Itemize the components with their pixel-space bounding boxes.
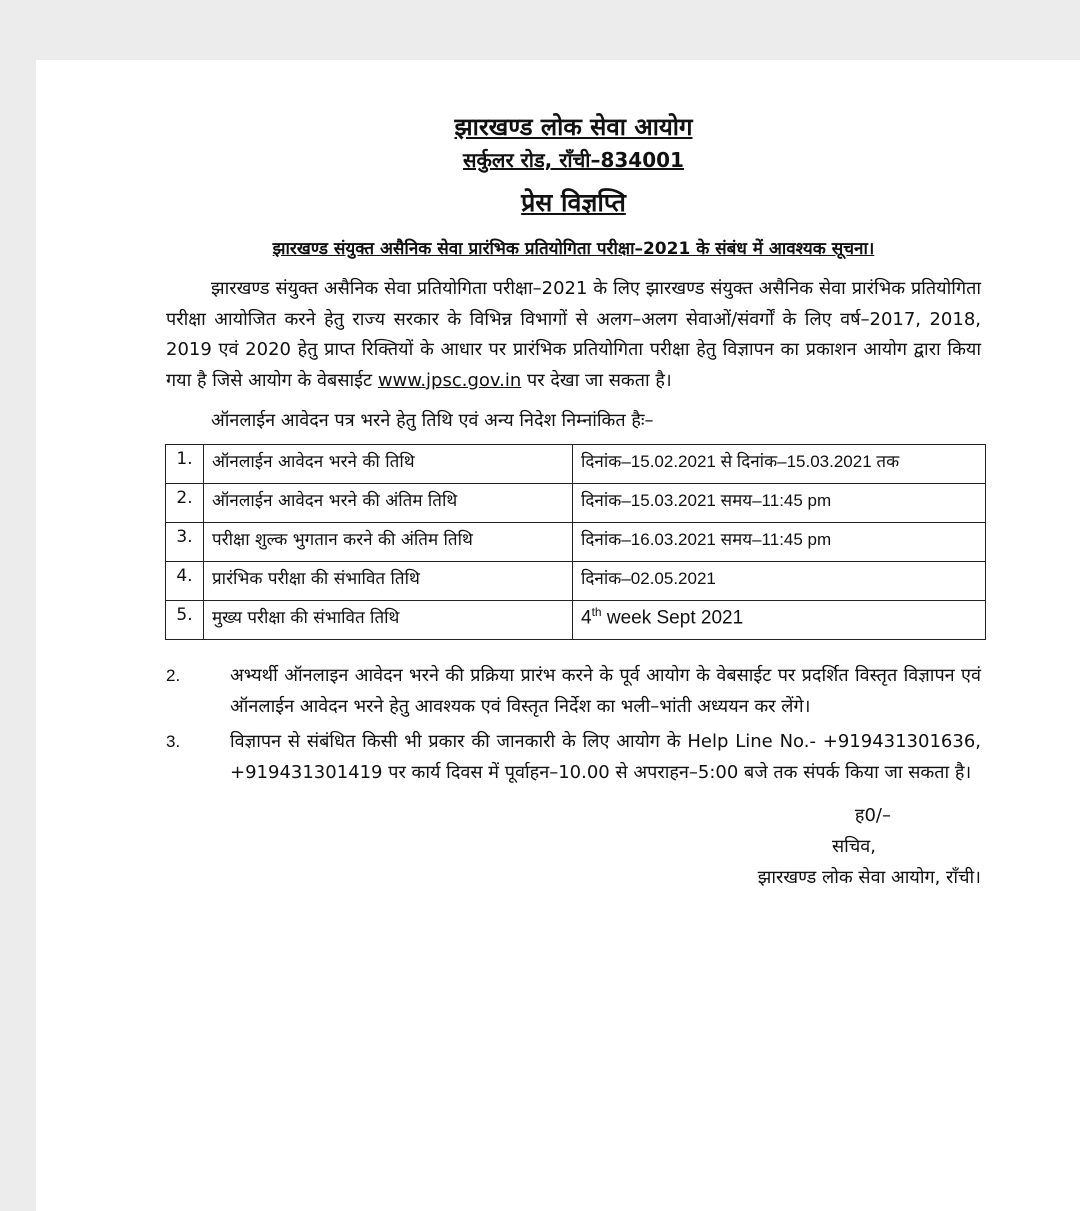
website-link[interactable]: www.jpsc.gov.in	[377, 369, 522, 391]
body-paragraph	[166, 274, 981, 396]
paragraph-text: झारखण्ड संयुक्त असैनिक सेवा प्रतियोगिता परीक्षा–2021 के लिए झारखण्ड संयुक्त असैनिक सेवा प्रारंभिक प्रतियोगिता परीक्षा आयोजित करने हेतु राज्य सरकार के विभिन्न विभागों से अलग–अलग सेवाओं/संवर्गों के लिए वर्ष–2017, 2018, 2019 एवं 2020 हेतु प्राप्त रिक्तियों के आधार पर प्रारंभिक प्रतियोगिता परीक्षा हेतु विज्ञापन का प्रकाशन आयोग द्वारा किया गया है जिसे आयोग के वेबसाईट	[166, 278, 981, 391]
table-row	[166, 523, 986, 562]
row-value: दिनांक–16.03.2021 समय–11:45 pm	[573, 523, 986, 562]
point-text: अभ्यर्थी ऑनलाइन आवेदन भरने की प्रक्रिया प्रारंभ करने के पूर्व आयोग के वेबसाईट पर प्रदर्शित विस्तृत विज्ञापन एवं ऑनलाईन आवेदन भरने हेतु आवश्यक एवं विस्तृत निर्देश का भली–भांती अध्ययन कर लेंगे।	[230, 665, 981, 717]
point-text: विज्ञापन से संबंधित किसी भी प्रकार की जानकारी के लिए आयोग के Help Line No.- +919431301636, +919431301419 पर कार्य दिवस में पूर्वाहन–10.00 से अपराहन–5:00 बजे तक संपर्क किया जा सकता है।	[230, 731, 981, 783]
subject-line: झारखण्ड संयुक्त असैनिक सेवा प्रारंभिक प्रतियोगिता परीक्षा–2021 के संबंध में आवश्यक सूचना।	[272, 239, 875, 259]
row-item: परीक्षा शुल्क भुगतान करने की अंतिम तिथि	[204, 523, 573, 562]
value-superscript: th	[591, 605, 602, 619]
org-name-heading: झारखण्ड लोक सेवा आयोग	[454, 113, 693, 141]
document-page	[36, 60, 1080, 1211]
value-rest: week Sept 2021	[601, 607, 744, 629]
row-number: 5.	[166, 601, 204, 640]
signatory-office: झारखण्ड लोक सेवा आयोग, राँची।	[757, 867, 981, 888]
row-number: 1.	[166, 445, 204, 484]
document-content	[166, 110, 981, 893]
value-number: 4	[581, 607, 592, 629]
row-number: 4.	[166, 562, 204, 601]
table-row	[166, 445, 986, 484]
schedule-table	[165, 444, 986, 640]
row-value: दिनांक–02.05.2021	[573, 562, 986, 601]
row-item: ऑनलाईन आवेदन भरने की अंतिम तिथि	[204, 484, 573, 523]
instructions-list	[166, 660, 981, 788]
point-number: 3.	[166, 732, 181, 751]
intro-line: ऑनलाईन आवेदन पत्र भरने हेतु तिथि एवं अन्य निदेश निम्नांकित हैः–	[211, 410, 654, 431]
press-release-heading: प्रेस विज्ञप्ति	[521, 188, 626, 217]
address-heading: सर्कुलर रोड, राँची–834001	[463, 148, 684, 172]
table-row	[166, 484, 986, 523]
list-item	[166, 726, 981, 788]
point-number: 2.	[166, 666, 181, 685]
row-item: मुख्य परीक्षा की संभावित तिथि	[204, 601, 573, 640]
signature-block	[166, 800, 981, 893]
list-item	[166, 660, 981, 722]
row-number: 2.	[166, 484, 204, 523]
row-item: प्रारंभिक परीक्षा की संभावित तिथि	[204, 562, 573, 601]
signature-mark: ह0/–	[854, 805, 891, 826]
table-row	[166, 562, 986, 601]
row-value: दिनांक–15.02.2021 से दिनांक–15.03.2021 तक	[573, 445, 986, 484]
paragraph-tail: पर देखा जा सकता है।	[527, 369, 672, 391]
row-number: 3.	[166, 523, 204, 562]
signatory-title: सचिव,	[832, 836, 876, 857]
row-item: ऑनलाईन आवेदन भरने की तिथि	[204, 445, 573, 484]
table-row	[166, 601, 986, 640]
row-value	[573, 601, 986, 640]
row-value: दिनांक–15.03.2021 समय–11:45 pm	[573, 484, 986, 523]
